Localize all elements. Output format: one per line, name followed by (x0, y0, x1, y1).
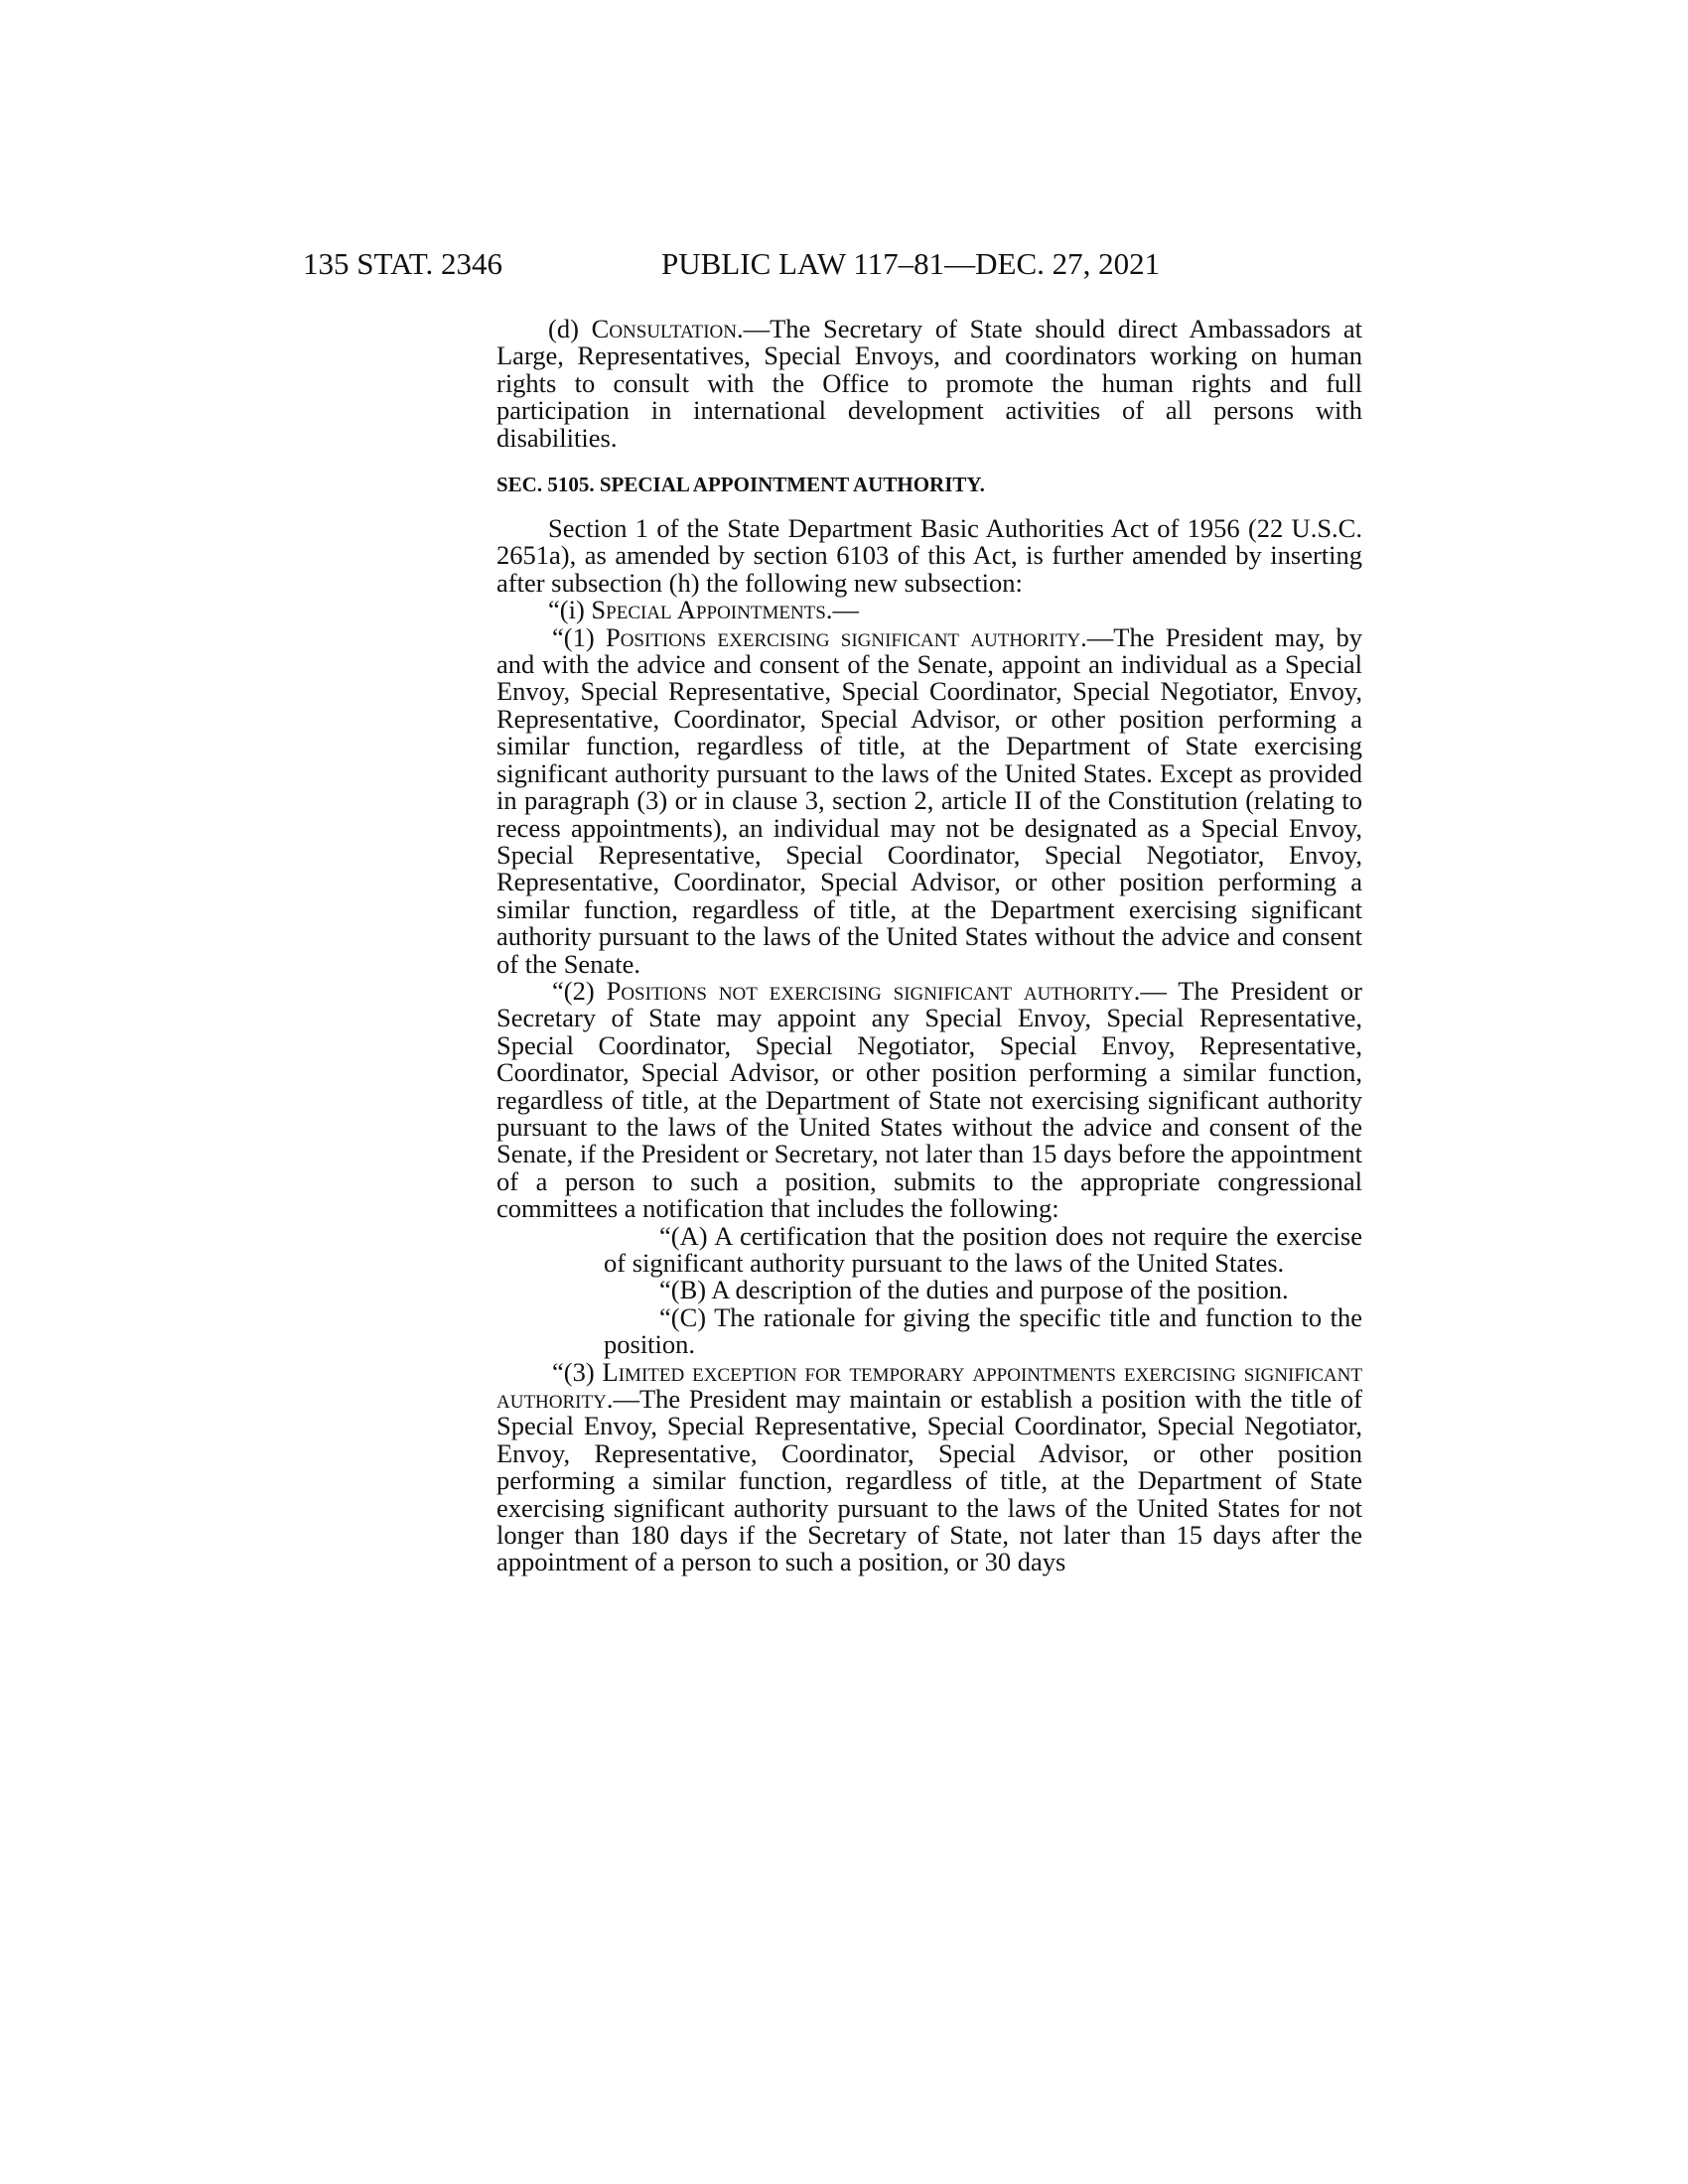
subsection-heading: Consultation (591, 314, 737, 343)
paragraph-label: “(1) (552, 621, 606, 652)
page-header (303, 244, 1216, 284)
subsection-label: (d) (548, 314, 592, 343)
section-5105-intro: Section 1 of the State Department Basic Authorities Act of 1956 (22 U.S.C. 2651a), as amended by section 6103 of this Act, is further amended by inserting after subsection (h) the following new subsection: (496, 513, 1362, 598)
subsection-i-heading (496, 597, 1362, 623)
paragraph-1 (496, 621, 1362, 979)
subsection-text: .—The Secretary of State should direct Ambassadors at Large, Representatives, Special Envoys, and coordinators working on human rights to consult with the Office to promote the human rights and full participation in international development activities of all persons with disabilities. (496, 314, 1362, 453)
subparagraph-list (496, 1220, 1362, 1360)
subsection-label: “(i) (548, 595, 592, 625)
paragraph-text: .—The President may maintain or establish a position with the title of Special Envoy, Special Representative, Special Coordinator, Special Negotiator, Envoy, Representative, Coordinator, Special Advisor, or other position performing a similar function, regardless of title, at the Department of State exercising significant authority pursuant to the laws of the United States for not longer than 180 days if the Secretary of State, not later than 15 days after the appointment of a person to such a position, or 30 days (496, 1384, 1362, 1577)
paragraph-heading: Positions exercising significant authority (605, 621, 1081, 652)
statute-text (496, 316, 1362, 1576)
public-law-title: PUBLIC LAW 117–81—DEC. 27, 2021 (661, 246, 1161, 281)
subparagraph-c: “(C) The rationale for giving the specific title and function to the position. (604, 1301, 1362, 1360)
paragraph-text: .—The President may, by and with the advice and consent of the Senate, appoint an individual as a Special Envoy, Special Representative, Special Coordinator, Special Negotiator, Envoy, Representative, Coordinator, Special Advisor, or other position performing a similar function, regardless of title, at the Department of State exercising significant authority pursuant to the laws of the United States. Except as provided in paragraph (3) or in clause 3, section 2, article II of the Constitution (relating to recess appointments), an individual may not be designated as a Special Envoy, Special Representative, Special Coordinator, Special Negotiator, Envoy, Representative, Coordinator, Special Advisor, or other position performing a similar function, regardless of title, at the Department exercising significant authority pursuant to the laws of the United States without the advice and consent of the Senate. (496, 621, 1362, 979)
section-5105-heading: SEC. 5105. SPECIAL APPOINTMENT AUTHORITY. (496, 473, 985, 497)
paragraph-heading: Limited exception for temporary appointments exercising significant authority (496, 1356, 1362, 1415)
subparagraph-a: “(A) A certification that the position does not require the exercise of significant authority pursuant to the laws of the United States. (604, 1220, 1362, 1278)
paragraph-label: “(3) (552, 1356, 603, 1387)
subparagraph-b: “(B) A description of the duties and purpose of the position. (659, 1275, 1289, 1305)
subsection-heading-suffix: .— (825, 595, 859, 625)
paragraph-2 (496, 975, 1363, 1224)
paragraph-heading: Positions not exercising significant authority (606, 975, 1134, 1006)
subsection-heading-text: Special Appointments (591, 595, 826, 625)
paragraph-label: “(2) (552, 975, 607, 1006)
paragraph-3 (496, 1356, 1362, 1577)
subsection-d-consultation (496, 316, 1362, 452)
paragraph-text: .— The President or Secretary of State may appoint any Special Envoy, Special Representative, Special Coordinator, Special Negotiator, Special Envoy, Representative, Coordinator, Special Advisor, or other position performing a similar function, regardless of title, at the Department of State not exercising significant authority pursuant to the laws of the United States without the advice and consent of the Senate, if the President or Secretary, not later than 15 days before the appointment of a person to such a position, submits to the appropriate congressional committees a notification that includes the following: (496, 975, 1363, 1224)
stat-citation: 135 STAT. 2346 (303, 246, 503, 281)
